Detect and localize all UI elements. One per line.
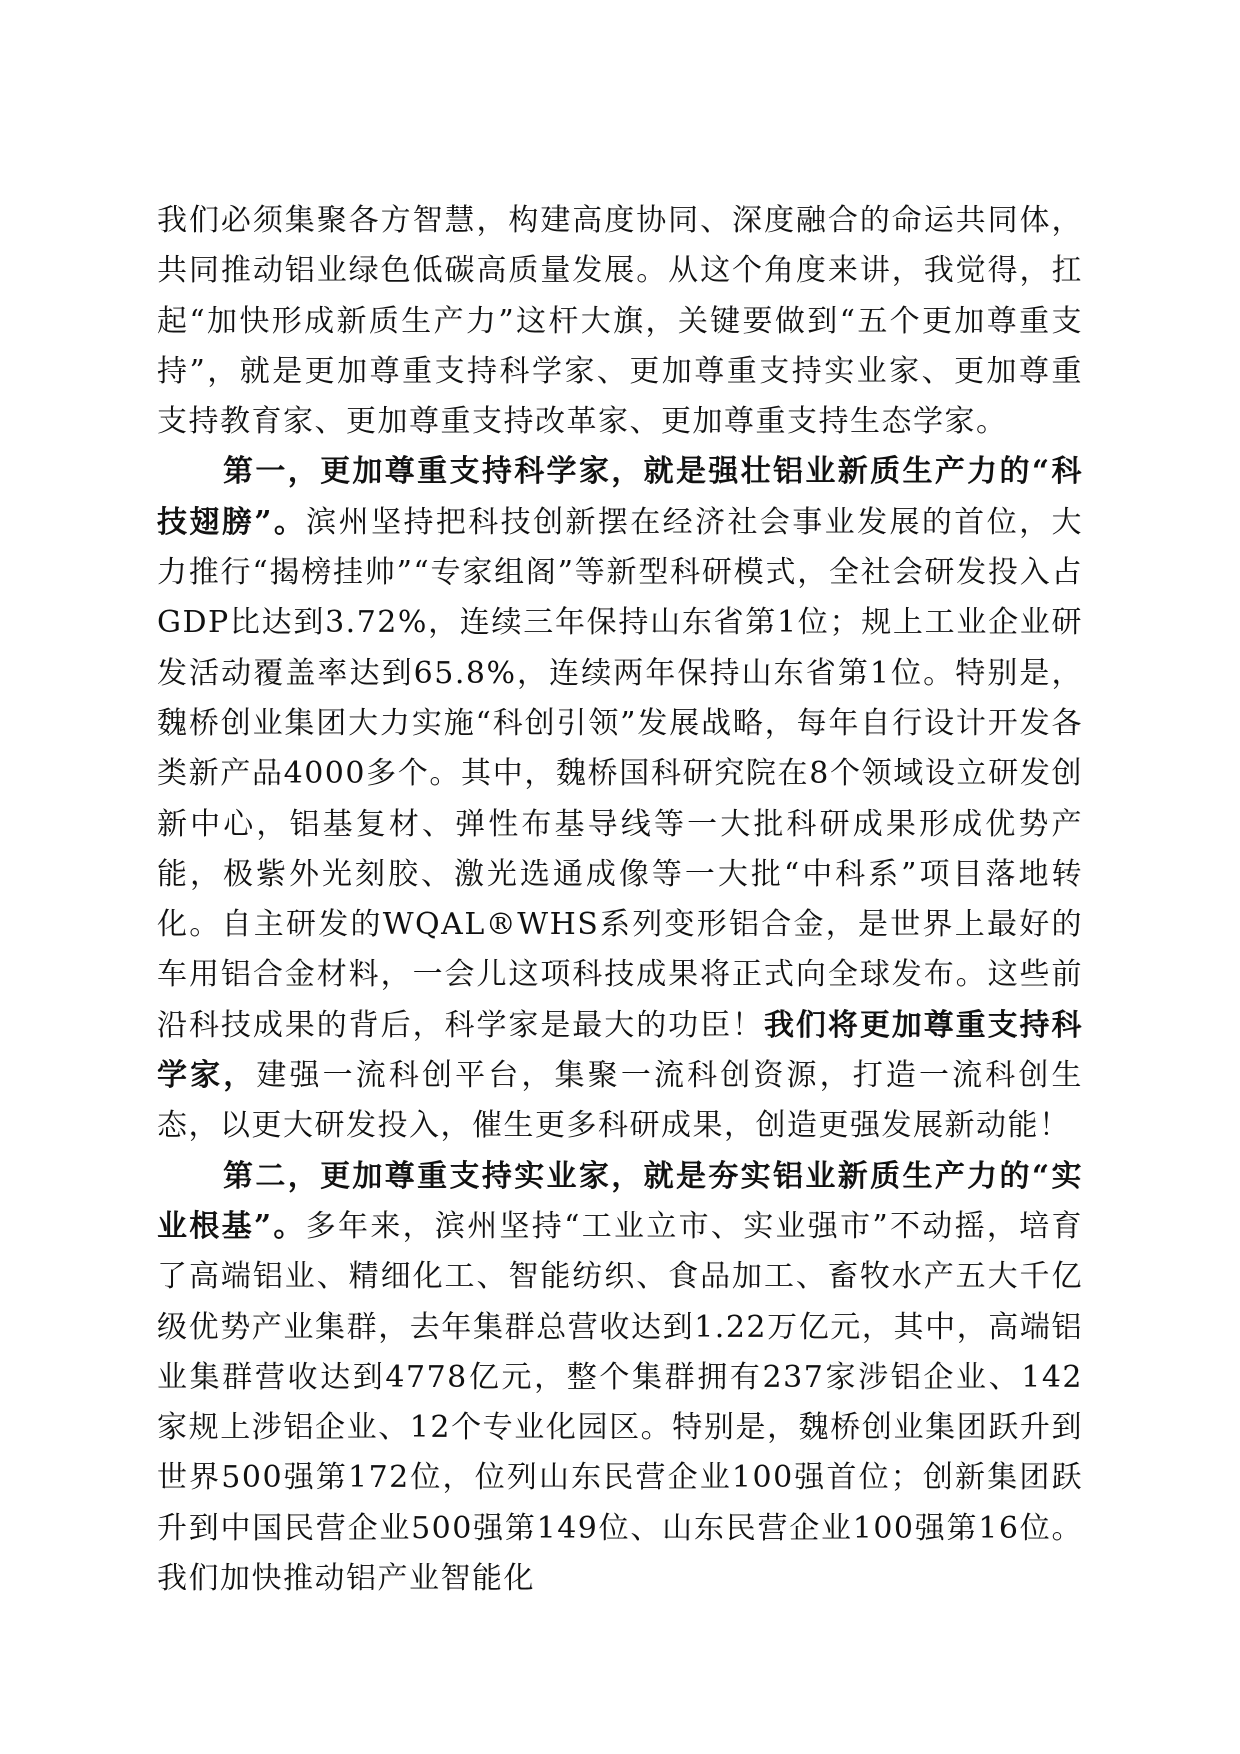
document-body <box>157 196 1083 1604</box>
section-heading-industrialists: 第二，更加尊重支持实业家，就是夯实铝业新质生产力的“实业根基”。 <box>157 1158 1083 1244</box>
emphasis-text: 我们将更加尊重支持科学家， <box>157 1007 1084 1094</box>
paragraph-text: 我们必须集聚各方智慧，构建高度协同、深度融合的命运共同体，共同推动铝业绿色低碳高质量发展。从这个角度来讲，我觉得，扛起“加快形成新质生产力”这杆大旗，关键要做到“五个更加尊重支持”，就是更加尊重支持科学家、更加尊重支持实业家、更加尊重支持教育家、更加尊重支持改革家、更加尊重支持生态学家。 <box>157 203 1083 440</box>
paragraph-text: 建强一流科创平台，集聚一流科创资源，打造一流科创生态，以更大研发投入，催生更多科研成果，创造更强发展新动能！ <box>157 1058 1084 1144</box>
paragraph-intro <box>157 196 1083 447</box>
section-heading-scientists: 第一，更加尊重支持科学家，就是强壮铝业新质生产力的“科技翅膀”。 <box>157 454 1083 540</box>
paragraph-industrialists <box>157 1152 1083 1605</box>
paragraph-scientists <box>157 447 1083 1151</box>
paragraph-text: 多年来，滨州坚持“工业立市、实业强市”不动摇，培育了高端铝业、精细化工、智能纺织、食品加工、畜牧水产五大千亿级优势产业集群，去年集群总营收达到1.22万亿元，其中，高端铝业集群营收达到4778亿元，整个集群拥有237家涉铝企业、142家规上涉铝企业、12个专业化园区。特别是，魏桥创业集团跃升到世界500强第172位，位列山东民营企业100强首位；创新集团跃升到中国民营企业500强第149位、山东民营企业100强第16位。我们加快推动铝产业智能化 <box>157 1208 1083 1597</box>
paragraph-text: 滨州坚持把科技创新摆在经济社会事业发展的首位，大力推行“揭榜挂帅”“专家组阁”等新型科研模式，全社会研发投入占GDP比达到3.72%，连续三年保持山东省第1位；规上工业企业研发活动覆盖率达到65.8%，连续两年保持山东省第1位。特别是，魏桥创业集团大力实施“科创引领”发展战略，每年自行设计开发各类新产品4000多个。其中，魏桥国科研究院在8个领域设立研发创新中心，铝基复材、弹性布基导线等一大批科研成果形成优势产能，极紫外光刻胶、激光选通成像等一大批“中科系”项目落地转化。自主研发的WQAL®WHS系列变形铝合金，是世界上最好的车用铝合金材料，一会儿这项科技成果将正式向全球发布。这些前沿科技成果的背后，科学家是最大的功臣！ <box>157 504 1083 1043</box>
